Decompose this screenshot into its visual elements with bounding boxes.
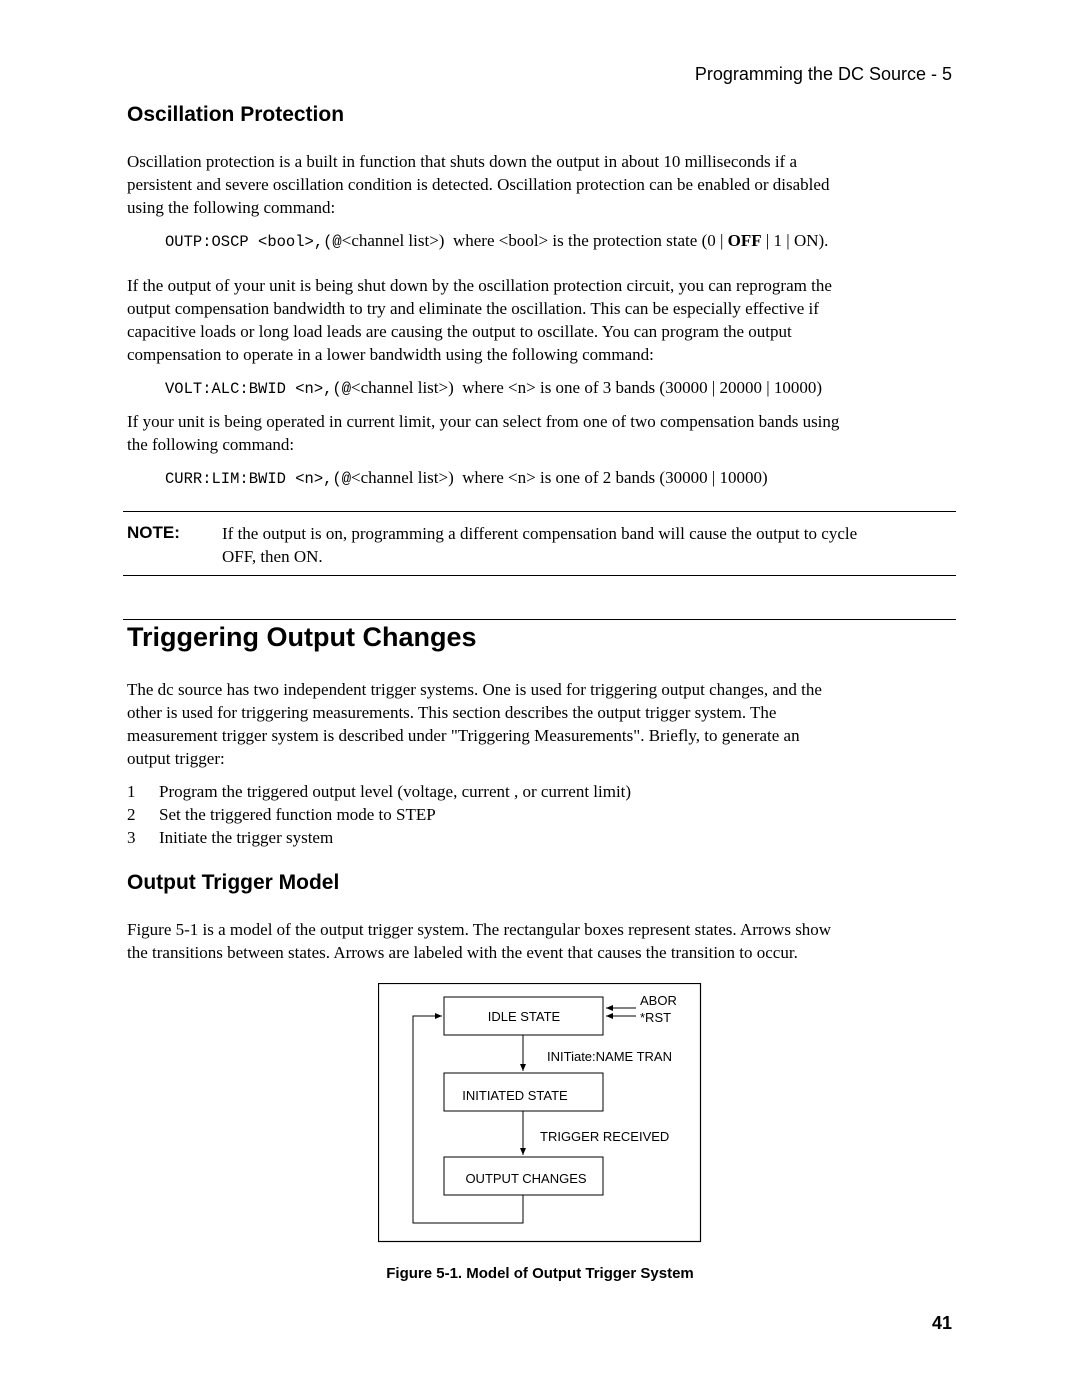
text-line: OFF, then ON. xyxy=(222,547,323,566)
chapter-rule xyxy=(123,619,956,620)
command-outp-oscp xyxy=(165,229,965,254)
list-item-number: 3 xyxy=(127,828,136,847)
note-text xyxy=(222,522,962,568)
text-line: Figure 5-1 is a model of the output trigger system. The rectangular boxes represent states. Arrows show xyxy=(127,920,832,939)
section-title-output-trigger-model: Output Trigger Model xyxy=(127,871,340,894)
page-number: 41 xyxy=(931,1313,952,1333)
command-curr-lim-bwid xyxy=(165,466,965,491)
list-item-number: 2 xyxy=(127,805,136,824)
trigger-received-label: TRIGGER RECEIVED xyxy=(540,1129,670,1144)
note-top-rule xyxy=(123,511,956,512)
command-code: OUTP:OSCP <bool>,(@ xyxy=(165,233,342,251)
list-item xyxy=(127,780,631,803)
oscillation-paragraph-3 xyxy=(127,410,957,456)
trigger-steps-list xyxy=(127,780,631,849)
section-title-triggering: Triggering Output Changes xyxy=(127,622,477,652)
command-code-channel: <channel list>) xyxy=(351,468,454,487)
oscillation-paragraph-2 xyxy=(127,274,957,366)
figure-caption: Figure 5-1. Model of Output Trigger System xyxy=(386,1265,694,1282)
output-trigger-model-text xyxy=(127,918,957,964)
command-code-channel: <channel list>) xyxy=(351,378,454,397)
text-line: persistent and severe oscillation condition is detected. Oscillation protection can be enabled or disabled xyxy=(127,175,830,194)
text-line: output compensation bandwidth to try and eliminate the oscillation. This can be especially effective if xyxy=(127,299,819,318)
command-code: VOLT:ALC:BWID <n>,(@ xyxy=(165,380,352,398)
text-line: the following command: xyxy=(127,435,295,454)
abor-label: ABOR xyxy=(640,993,677,1008)
list-item-text: Initiate the trigger system xyxy=(159,828,334,847)
command-desc-end: | 1 | ON). xyxy=(761,231,829,250)
idle-state-label: IDLE STATE xyxy=(487,1009,561,1024)
command-desc: where <n> is one of 2 bands (30000 | 10000) xyxy=(462,468,768,487)
text-line: If your unit is being operated in current limit, your can select from one of two compensation bands using xyxy=(127,412,840,431)
command-desc: where <bool> is the protection state (0 | xyxy=(452,231,728,250)
list-item xyxy=(127,803,631,826)
text-line: using the following command: xyxy=(127,198,336,217)
command-desc: where <n> is one of 3 bands (30000 | 20000 | 10000) xyxy=(462,378,823,397)
oscillation-intro xyxy=(127,150,957,219)
list-item xyxy=(127,826,631,849)
command-code: CURR:LIM:BWID <n>,(@ xyxy=(165,470,352,488)
output-trigger-model-diagram xyxy=(378,983,702,1243)
command-desc-bold: OFF xyxy=(727,231,762,250)
text-line: If the output of your unit is being shut down by the oscillation protection circuit, you can reprogram the xyxy=(127,276,832,295)
text-line: The dc source has two independent trigger systems. One is used for triggering output changes, and the xyxy=(127,680,822,699)
text-line: Oscillation protection is a built in function that shuts down the output in about 10 milliseconds if a xyxy=(127,152,797,171)
running-header: Programming the DC Source - 5 xyxy=(694,64,952,84)
text-line: If the output is on, programming a different compensation band will cause the output to cycle xyxy=(222,524,858,543)
text-line: other is used for triggering measurements. This section describes the output trigger system. The xyxy=(127,703,777,722)
rst-label: *RST xyxy=(640,1010,672,1025)
triggering-intro xyxy=(127,678,957,770)
command-code-channel: <channel list>) xyxy=(341,231,445,250)
initiated-state-label: INITIATED STATE xyxy=(462,1088,568,1103)
list-item-text: Program the triggered output level (voltage, current , or current limit) xyxy=(159,782,632,801)
text-line: compensation to operate in a lower bandwidth using the following command: xyxy=(127,345,654,364)
text-line: measurement trigger system is described under "Triggering Measurements". Briefly, to generate an xyxy=(127,726,800,745)
note-label: NOTE: xyxy=(127,523,180,542)
output-changes-label: OUTPUT CHANGES xyxy=(465,1171,587,1186)
section-title-oscillation: Oscillation Protection xyxy=(127,103,345,126)
text-line: output trigger: xyxy=(127,749,225,768)
text-line: the transitions between states. Arrows are labeled with the event that causes the transition to occur. xyxy=(127,943,798,962)
text-line: capacitive loads or long load leads are causing the output to oscillate. You can program the output xyxy=(127,322,792,341)
initiate-label: INITiate:NAME TRAN xyxy=(547,1049,672,1064)
list-item-text: Set the triggered function mode to STEP xyxy=(159,805,436,824)
command-volt-alc-bwid xyxy=(165,376,965,401)
list-item-number: 1 xyxy=(127,782,136,801)
note-bottom-rule xyxy=(123,575,956,576)
